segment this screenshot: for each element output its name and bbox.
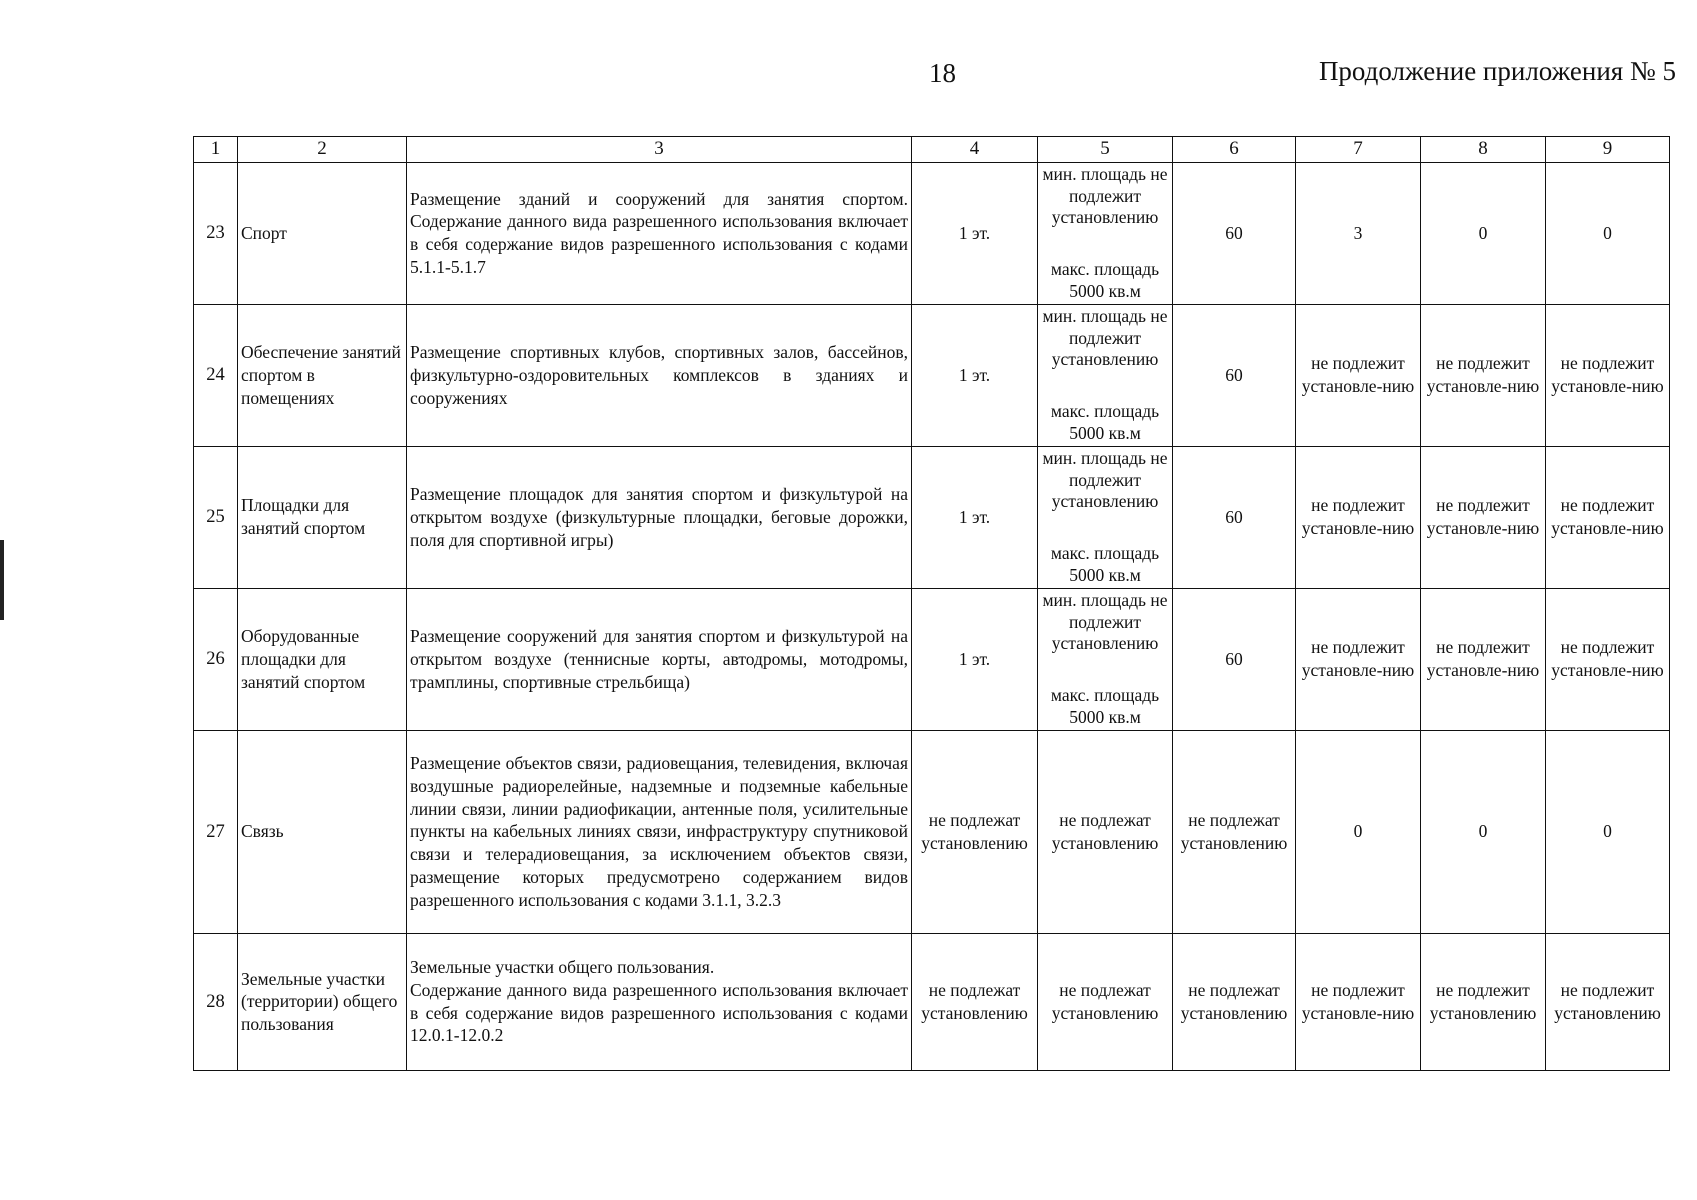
land-use-description: Размещение площадок для занятия спортом и физкультурой на открытом воздухе (физкультурные площадки, беговые дорожки, поля для спортивной игры) (407, 446, 912, 588)
land-use-description: Размещение зданий и сооружений для занятия спортом. Содержание данного вида разрешенного использования включает в себя содержание видов разрешенного использования с кодами 5.1.1-5.1.7 (407, 162, 912, 304)
column-8-value: не подлежит установлению (1421, 933, 1546, 1070)
row-number: 27 (194, 730, 238, 933)
land-use-name: Обеспечение занятий спортом в помещениях (238, 304, 407, 446)
row-number: 28 (194, 933, 238, 1070)
table-row (194, 446, 1670, 588)
row-number: 24 (194, 304, 238, 446)
land-use-name: Связь (238, 730, 407, 933)
column-7-value: не подлежит установле-нию (1296, 304, 1421, 446)
coverage-value: 60 (1173, 304, 1296, 446)
column-9-value: не подлежит установле-нию (1546, 446, 1670, 588)
floors-value: 1 эт. (912, 446, 1038, 588)
land-use-description: Размещение спортивных клубов, спортивных залов, бассейнов, физкультурно-оздоровительных комплексов в зданиях и сооружениях (407, 304, 912, 446)
column-7-value: не подлежит установле-нию (1296, 446, 1421, 588)
column-8-value: не подлежит установле-нию (1421, 304, 1546, 446)
table-row (194, 730, 1670, 933)
land-use-description (407, 933, 912, 1070)
table-row (194, 304, 1670, 446)
plot-area-max: макс. площадь 5000 кв.м (1050, 684, 1160, 727)
column-header: 9 (1546, 137, 1670, 163)
column-header: 7 (1296, 137, 1421, 163)
row-number: 23 (194, 162, 238, 304)
land-use-name: Спорт (238, 162, 407, 304)
description-line: Содержание данного вида разрешенного использования включает в себя содержание видов разрешенного использования с кодами 12.0.1-12.0.2 (410, 979, 908, 1046)
plot-area-min: мин. площадь не подлежит установлению (1042, 305, 1168, 370)
plot-area-max: макс. площадь 5000 кв.м (1050, 258, 1160, 301)
column-9-value: не подлежит установлению (1546, 933, 1670, 1070)
plot-area-cell (1038, 588, 1173, 730)
column-number-row (194, 137, 1670, 163)
column-8-value: не подлежит установле-нию (1421, 588, 1546, 730)
table-row (194, 933, 1670, 1070)
land-use-description: Размещение сооружений для занятия спортом и физкультурой на открытом воздухе (теннисные корты, автодромы, мотодромы, трамплины, спортивные стрельбища) (407, 588, 912, 730)
column-9-value: не подлежит установле-нию (1546, 588, 1670, 730)
column-9-value: 0 (1546, 730, 1670, 933)
plot-area-max: макс. площадь 5000 кв.м (1050, 542, 1160, 585)
plot-area-cell (1038, 162, 1173, 304)
coverage-value: 60 (1173, 588, 1296, 730)
row-number: 26 (194, 588, 238, 730)
coverage-value: не подлежат установлению (1173, 933, 1296, 1070)
column-header: 5 (1038, 137, 1173, 163)
plot-area-value: не подлежат установлению (1038, 933, 1173, 1070)
plot-area-min: мин. площадь не подлежит установлению (1042, 163, 1168, 228)
plot-area-value: не подлежат установлению (1038, 730, 1173, 933)
column-9-value: 0 (1546, 162, 1670, 304)
land-use-description: Размещение объектов связи, радиовещания, телевидения, включая воздушные радиорелейные, надземные и подземные кабельные линии связи, линии радиофикации, антенные поля, усилительные пункты на кабельных линиях связи, инфраструктуру спутниковой связи и телерадиовещания, за исключением объектов связи, размещение которых предусмотрено содержанием видов разрешенного использования с кодами 3.1.1, 3.2.3 (407, 730, 912, 933)
description-line: Земельные участки общего пользования. (410, 957, 715, 978)
column-header: 4 (912, 137, 1038, 163)
floors-value: 1 эт. (912, 304, 1038, 446)
column-7-value: 3 (1296, 162, 1421, 304)
floors-value: не подлежат установлению (912, 730, 1038, 933)
coverage-value: 60 (1173, 162, 1296, 304)
column-header: 3 (407, 137, 912, 163)
floors-value: 1 эт. (912, 162, 1038, 304)
column-header: 2 (238, 137, 407, 163)
column-header: 1 (194, 137, 238, 163)
column-9-value: не подлежит установле-нию (1546, 304, 1670, 446)
page-number: 18 (929, 58, 956, 88)
column-7-value: 0 (1296, 730, 1421, 933)
plot-area-cell (1038, 446, 1173, 588)
plot-area-min: мин. площадь не подлежит установлению (1042, 447, 1168, 512)
column-8-value: не подлежит установле-нию (1421, 446, 1546, 588)
scan-edge-mark (0, 540, 4, 620)
plot-area-max: макс. площадь 5000 кв.м (1050, 400, 1160, 443)
table-row (194, 588, 1670, 730)
coverage-value: не подлежат установлению (1173, 730, 1296, 933)
row-number: 25 (194, 446, 238, 588)
coverage-value: 60 (1173, 446, 1296, 588)
land-use-name: Оборудованные площадки для занятий спортом (238, 588, 407, 730)
column-header: 8 (1421, 137, 1546, 163)
land-use-regulations-table (193, 136, 1670, 1071)
plot-area-cell (1038, 304, 1173, 446)
column-7-value: не подлежит установле-нию (1296, 933, 1421, 1070)
plot-area-min: мин. площадь не подлежит установлению (1042, 589, 1168, 654)
column-7-value: не подлежит установле-нию (1296, 588, 1421, 730)
appendix-continuation-title: Продолжение приложения № 5 (1318, 56, 1676, 86)
table-row (194, 162, 1670, 304)
floors-value: 1 эт. (912, 588, 1038, 730)
column-header: 6 (1173, 137, 1296, 163)
land-use-name: Земельные участки (территории) общего пользования (238, 933, 407, 1070)
column-8-value: 0 (1421, 162, 1546, 304)
column-8-value: 0 (1421, 730, 1546, 933)
land-use-name: Площадки для занятий спортом (238, 446, 407, 588)
floors-value: не подлежат установлению (912, 933, 1038, 1070)
